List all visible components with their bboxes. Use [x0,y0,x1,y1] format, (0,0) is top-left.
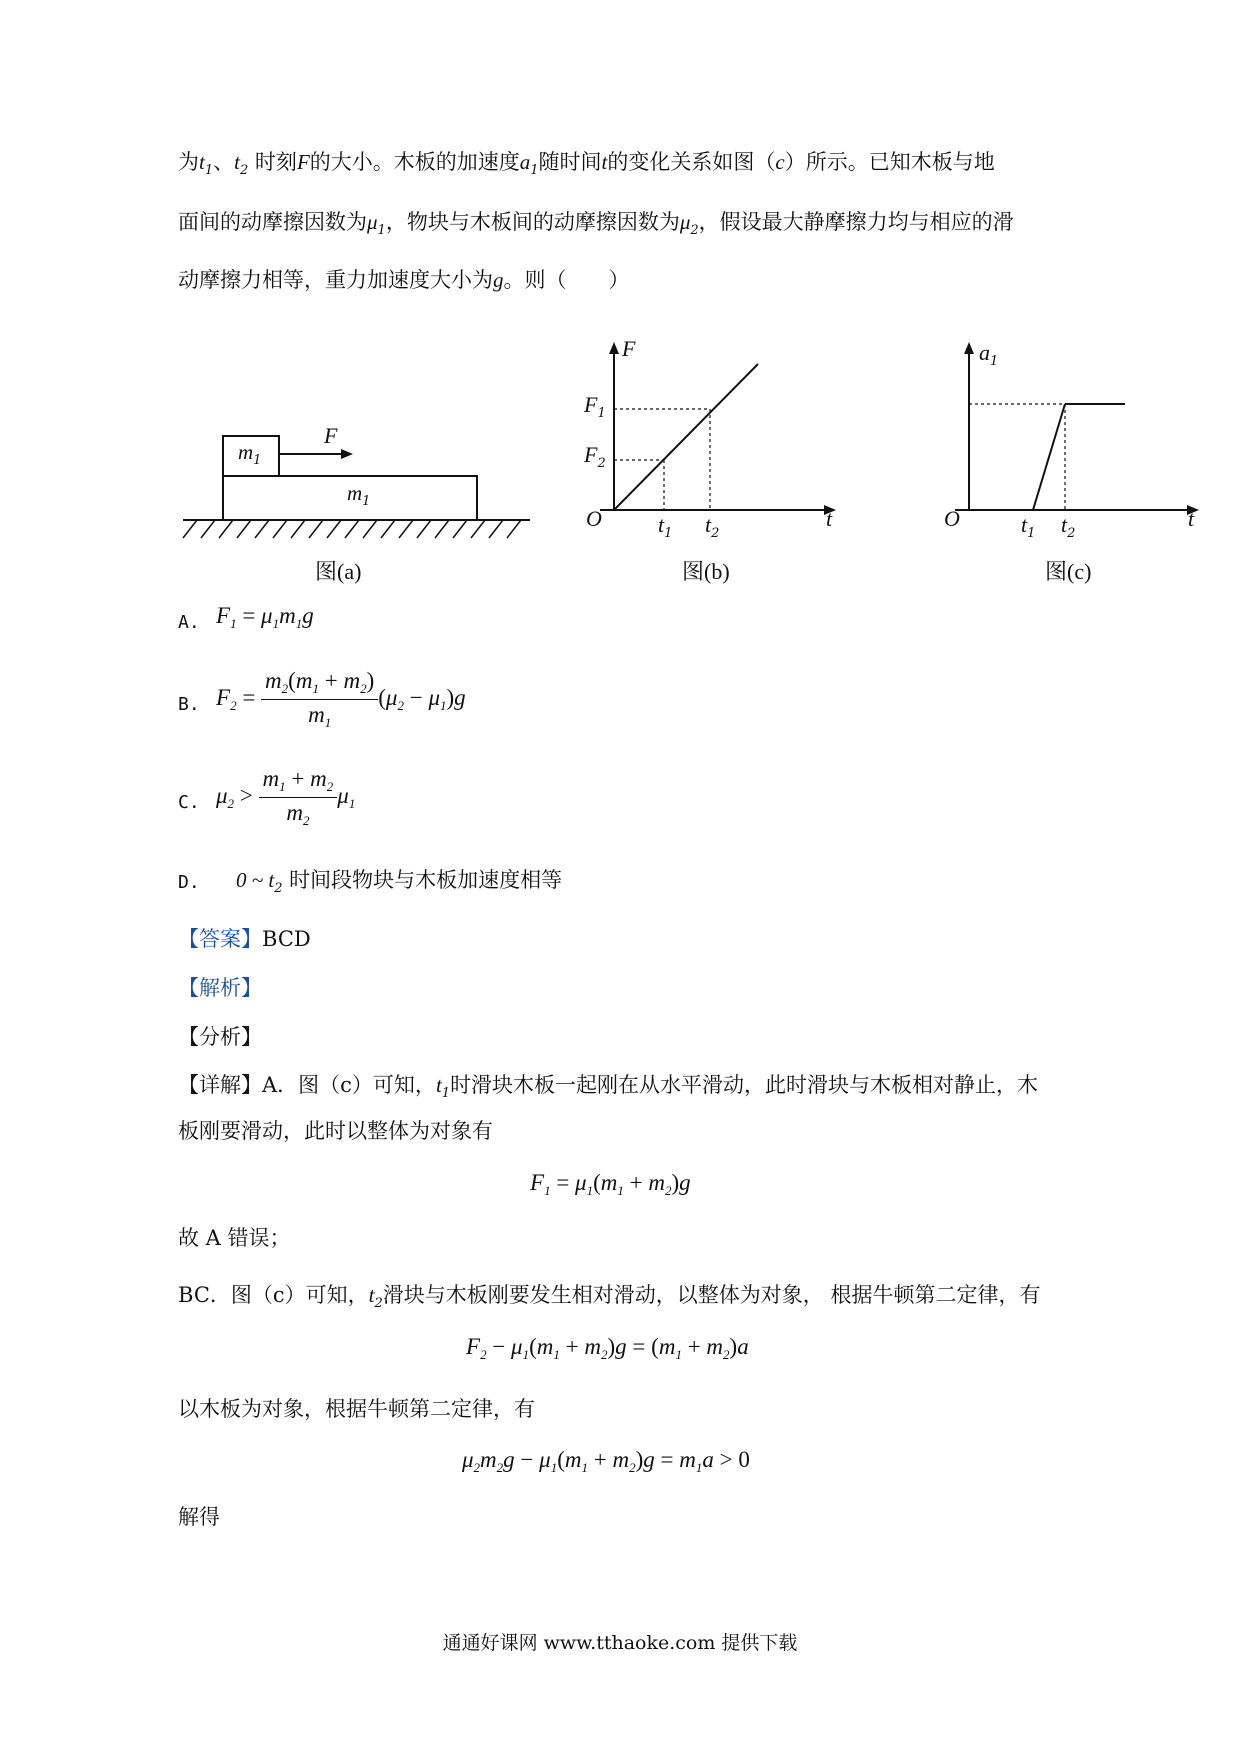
equation-1: $F_1 = \mu_1(m_1 + m_2)g$ [530,1170,691,1198]
b-x-label: t [826,506,833,531]
equation-2: $F_2 - \mu_1(m_1 + m_2)g = (m_1 + m_2)a$ [466,1334,749,1362]
solve-line: 解得 [178,1505,220,1529]
b-y-label: F [622,336,636,361]
figure-a-diagram [175,410,545,545]
detail-board-line: 以木板为对象，根据牛顿第二定律，有 [178,1397,535,1421]
detail-line-1: 【详解】A．图（c）可知，$t_1$时滑块木板一起刚在从水平滑动，此时滑块与木板相对静止，木 [178,1073,1039,1101]
option-d-letter: D. [178,872,200,893]
analysis-tag: 【解析】 [178,976,262,1000]
option-c-formula: $\mu_2$ > $\frac{m_1 + m_2}{m_2}$ $\mu_1$ [216,766,356,828]
b-t1-label: $t_1$ [658,512,673,541]
option-b-formula: $F_2$ = $\frac{m_2(m_1 + m_2)}{m_1}$ $(\mu_2 - \mu_1)g$ [216,668,466,730]
c-accel-ramp [1033,404,1065,510]
option-b-letter: B. [178,694,200,715]
force-arrowhead [341,449,353,459]
b-origin: O [586,506,602,531]
option-a-letter: A. [178,612,200,633]
b-y-arrowhead [609,342,619,354]
small-block-label: $m_1$ [238,440,262,468]
c-y-label: $a_1$ [979,340,999,369]
answer-value: BCD [262,927,311,951]
detail-line-2: 板刚要滑动，此时以整体为对象有 [178,1119,493,1143]
b-t2-label: $t_2$ [705,512,720,541]
c-t1-label: $t_1$ [1021,512,1036,541]
option-d-text: 0 ~ $t_2$ 时间段物块与木板加速度相等 [236,868,563,896]
fenxi-tag: 【分析】 [178,1025,262,1049]
force-label: F [324,423,338,448]
board-label: $m_1$ [347,481,371,509]
figure-c-caption: 图(c) [1045,559,1092,584]
b-force-line [614,364,758,510]
b-f2-label: $F_2$ [584,442,606,471]
figure-b-caption: 图(b) [682,559,730,584]
detail-bc-line: BC．图（c）可知，$t_2$滑块与木板刚要发生相对滑动，以整体为对象， 根据牛顿第二定律，有 [178,1283,1041,1311]
c-t2-label: $t_2$ [1061,512,1076,541]
figure-b-graph [590,340,840,525]
intro-line-2: 面间的动摩擦因数为$\mu_1$，物块与木板间的动摩擦因数为$\mu_2$，假设最大静摩擦力均与相应的滑 [178,210,1014,238]
c-x-label: t [1188,506,1195,531]
c-origin: O [944,506,960,531]
option-a-formula: $F_1 = \mu_1m_1g$ [216,603,314,631]
option-c-letter: C. [178,792,200,813]
figure-a-caption: 图(a) [315,559,362,584]
page-footer: 通通好课网 www.tthaoke.com 提供下载 [442,1632,798,1654]
intro-line-1: 为$t_1$、$t_2$ 时刻F的大小。木板的加速度$a_1$随时间t的变化关系如图（c）所示。已知木板与地 [178,150,995,178]
equation-3: $\mu_2m_2g - \mu_1(m_1 + m_2)g = m_1a > 0$ [462,1447,750,1475]
ground-hatching [183,520,521,538]
intro-line-3: 动摩擦力相等，重力加速度大小为g。则（ ） [178,268,630,292]
b-f1-label: $F_1$ [584,392,606,421]
conclusion-a: 故 A 错误； [178,1226,291,1250]
answer-line [178,924,311,954]
c-y-arrowhead [964,342,974,354]
answer-tag: 【答案】 [178,927,262,951]
